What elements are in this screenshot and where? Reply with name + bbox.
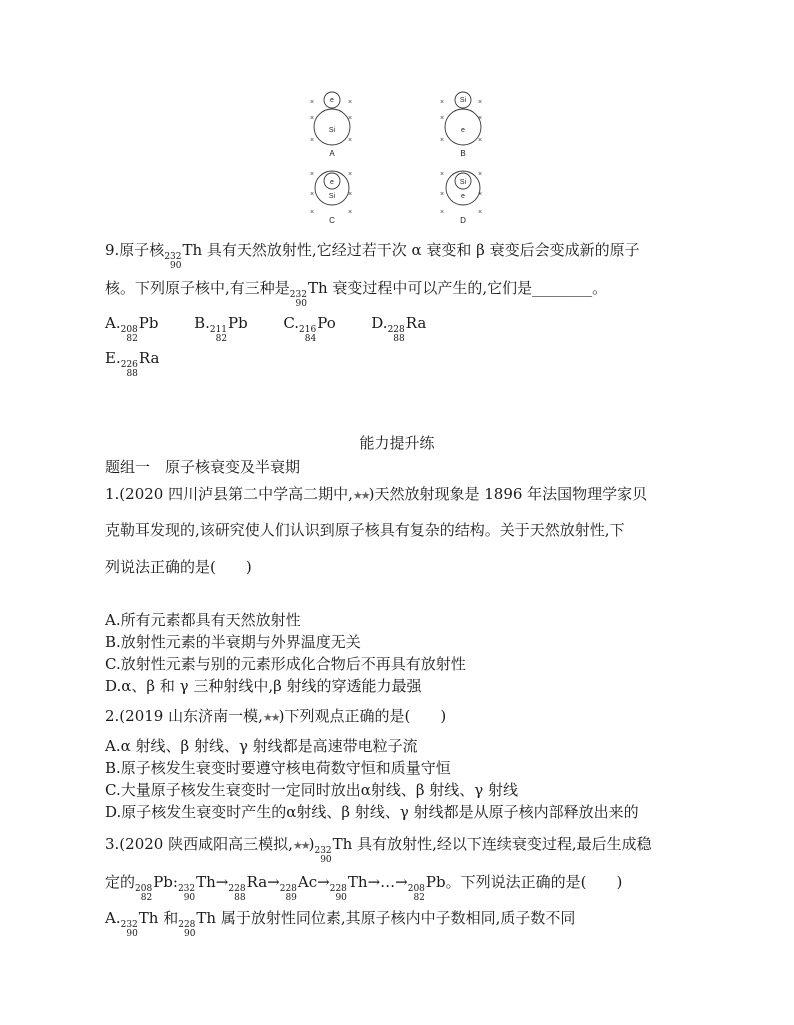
cross-mark: × — [310, 99, 315, 106]
q9-option-a[interactable]: A. 208 82 Pb — [105, 314, 159, 344]
q3-line-1: 3.(2020 陕西咸阳高三模拟,★★) 232 90 Th 具有放射性,经以下连续衰变过程,最后生成稳 — [105, 835, 652, 865]
figure-label-c: C — [329, 216, 335, 225]
q2-option-a[interactable]: A.α 射线、β 射线、γ 射线都是高速带电粒子流 — [105, 737, 418, 755]
cross-mark: × — [310, 137, 315, 144]
q9-line-1: 9.原子核 232 90 Th 具有天然放射性,它经过若干次 α 衰变和 β 衰变后会变成新的原子 — [105, 241, 640, 271]
cross-mark: × — [348, 191, 353, 198]
label-d-large: e — [461, 193, 465, 200]
difficulty-star-icon: ★★ — [352, 489, 369, 502]
cross-mark: × — [348, 137, 353, 144]
q9-option-e[interactable]: E. 226 88 Ra — [105, 349, 160, 379]
cross-mark: × — [440, 209, 445, 216]
q9-option-d[interactable]: D. 228 88 Ra — [371, 314, 427, 344]
difficulty-star-icon: ★★ — [292, 839, 309, 852]
figure-label-a: A — [329, 149, 335, 158]
magnetic-field-figure — [300, 88, 500, 228]
cross-mark: × — [348, 99, 353, 106]
nuclide-th: 232 90 — [164, 252, 182, 271]
q9-line-2: 核。下列原子核中,有三种是 232 90 Th 衰变过程中可以产生的,它们是________。 — [105, 279, 608, 309]
cross-mark: × — [478, 115, 483, 122]
cross-mark: × — [310, 115, 315, 122]
nuclide-th: 232 90 — [289, 290, 307, 309]
q3-option-a[interactable]: A. 232 90 Th 和 228 90 Th 属于放射性同位素,其原子核内中子数相同,质子数不同 — [105, 909, 576, 939]
cross-mark: × — [478, 99, 483, 106]
label-c-large: Si — [328, 193, 336, 200]
cross-mark: × — [478, 171, 483, 178]
label-b-large: e — [461, 127, 465, 134]
label-d-small: Si — [459, 179, 467, 186]
cross-mark: × — [478, 209, 483, 216]
q9-option-b[interactable]: B. 211 82 Pb — [194, 314, 248, 344]
cross-mark: × — [478, 137, 483, 144]
q1-option-b[interactable]: B.放射性元素的半衰期与外界温度无关 — [105, 633, 361, 651]
q1-line-1: 1.(2020 四川泸县第二中学高二期中,★★)天然放射现象是 1896 年法国物理学家贝 — [105, 484, 647, 506]
q1-option-d[interactable]: D.α、β 和 γ 三种射线中,β 射线的穿透能力最强 — [105, 677, 422, 695]
cross-mark: × — [440, 115, 445, 122]
q9-option-c[interactable]: C. 216 84 Po — [283, 314, 336, 344]
cross-mark: × — [310, 191, 315, 198]
section-title: 能力提升练 — [359, 434, 435, 452]
label-b-small: Si — [459, 97, 467, 104]
cross-mark: × — [310, 171, 315, 178]
q1-option-c[interactable]: C.放射性元素与别的元素形成化合物后不再具有放射性 — [105, 655, 466, 673]
q1-line-3: 列说法正确的是( ) — [105, 558, 252, 576]
group-title: 题组一 原子核衰变及半衰期 — [105, 458, 301, 476]
figure-label-d: D — [460, 216, 466, 225]
cross-mark: × — [348, 115, 353, 122]
q9-option-e-row — [105, 348, 160, 379]
figure-svg — [300, 88, 500, 228]
label-a-large: Si — [328, 127, 336, 134]
q2-option-d[interactable]: D.原子核发生衰变时产生的α射线、β 射线、γ 射线都是从原子核内部释放出来的 — [105, 803, 639, 821]
cross-mark: × — [348, 209, 353, 216]
label-c-small: e — [330, 179, 334, 186]
q1-option-a[interactable]: A.所有元素都具有天然放射性 — [105, 611, 301, 629]
cross-mark: × — [348, 171, 353, 178]
cross-mark: × — [440, 191, 445, 198]
q2-option-c[interactable]: C.大量原子核发生衰变时一定同时放出α射线、β 射线、γ 射线 — [105, 781, 519, 799]
cross-mark: × — [310, 209, 315, 216]
figure-label-b: B — [460, 149, 466, 158]
label-a-small: e — [330, 97, 334, 104]
cross-mark: × — [440, 137, 445, 144]
q2-line-1: 2.(2019 山东济南一模,★★)下列观点正确的是( ) — [105, 706, 446, 728]
cross-mark: × — [440, 99, 445, 106]
q2-option-b[interactable]: B.原子核发生衰变时要遵守核电荷数守恒和质量守恒 — [105, 759, 451, 777]
difficulty-star-icon: ★★ — [262, 711, 279, 724]
q3-line-2: 定的 208 82 Pb: 232 90 Th→ 228 88 Ra→ 228 89 Ac→ 228 90 Th→…→ 208 82 Pb。下列说法正确的是( ) — [105, 873, 623, 903]
cross-mark: × — [440, 171, 445, 178]
cross-mark: × — [478, 191, 483, 198]
q9-options-row — [105, 313, 426, 344]
q1-line-2: 克勒耳发现的,该研究使人们认识到原子核具有复杂的结构。关于天然放射性,下 — [105, 521, 625, 539]
